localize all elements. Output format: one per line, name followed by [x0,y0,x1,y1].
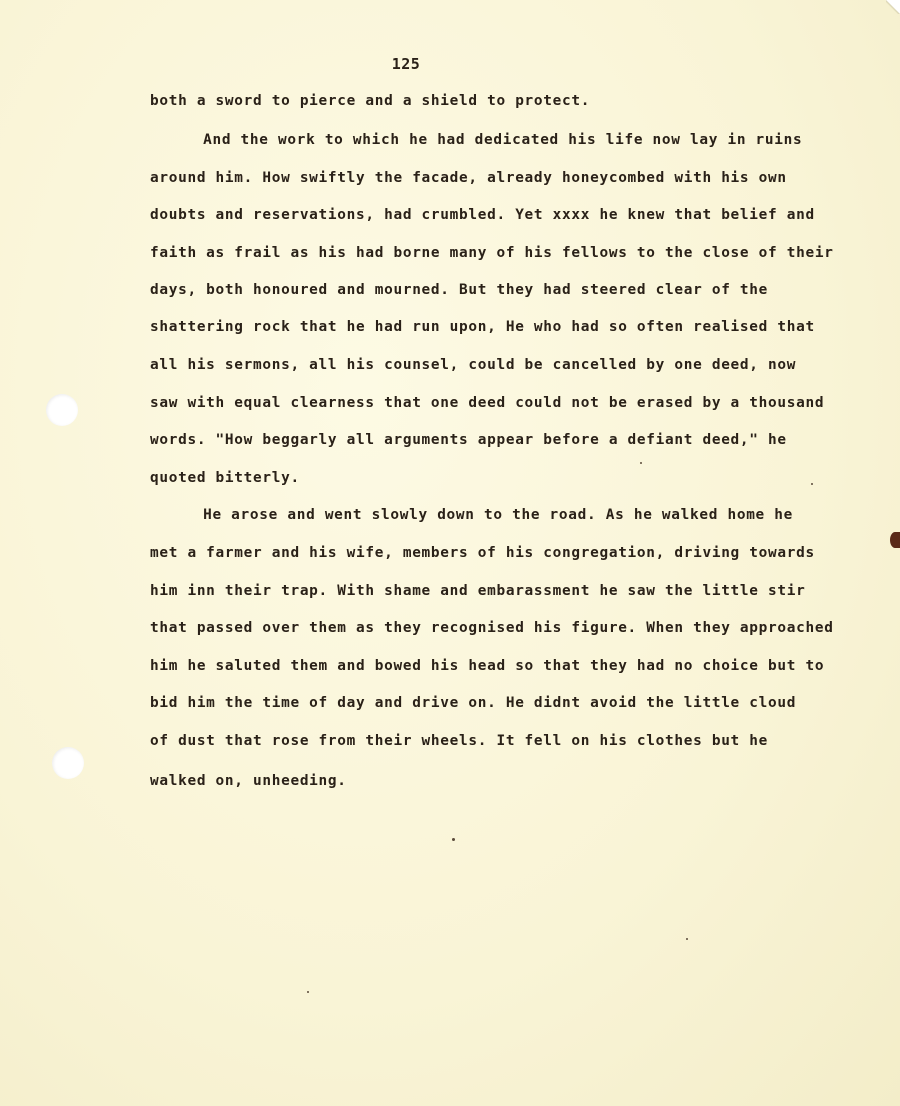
page-number: 125 [391,55,421,73]
punch-hole-upper [46,394,78,426]
text-line: shattering rock that he had run upon, He who had so often realised that [150,319,815,335]
text-line: doubts and reservations, had crumbled. Yet xxxx he knew that belief and [150,207,815,223]
text-line: faith as frail as his had borne many of his fellows to the close of their [150,245,834,261]
page-corner-fold [886,0,900,14]
text-line: him inn their trap. With shame and embarassment he saw the little stir [150,583,806,599]
text-line: saw with equal clearness that one deed could not be erased by a thousand [150,395,825,411]
text-line: days, both honoured and mourned. But they had steered clear of the [150,282,769,298]
text-line: all his sermons, all his counsel, could be cancelled by one deed, now [150,357,797,373]
text-line: walked on, unheeding. [150,773,347,789]
text-line: And the work to which he had dedicated his life now lay in ruins [175,132,803,148]
ink-speck [811,483,813,485]
text-line: that passed over them as they recognised his figure. When they approached [150,620,834,636]
ink-speck [686,938,688,940]
text-line: him he saluted them and bowed his head so that they had no choice but to [150,658,825,674]
ink-speck [307,991,309,993]
ink-blot [890,532,900,548]
punch-hole-lower [52,747,84,779]
text-line: of dust that rose from their wheels. It fell on his clothes but he [150,733,769,749]
text-line: bid him the time of day and drive on. He didnt avoid the little cloud [150,695,797,711]
text-line: He arose and went slowly down to the road. As he walked home he [175,507,794,523]
text-line: around him. How swiftly the facade, already honeycombed with his own [150,170,787,186]
text-line: met a farmer and his wife, members of his congregation, driving towards [150,545,815,561]
text-line: quoted bitterly. [150,470,300,486]
ink-speck [452,838,455,841]
text-line: words. "How beggarly all arguments appear before a defiant deed," he [150,432,787,448]
ink-speck [640,462,642,464]
text-line: both a sword to pierce and a shield to protect. [150,93,591,109]
